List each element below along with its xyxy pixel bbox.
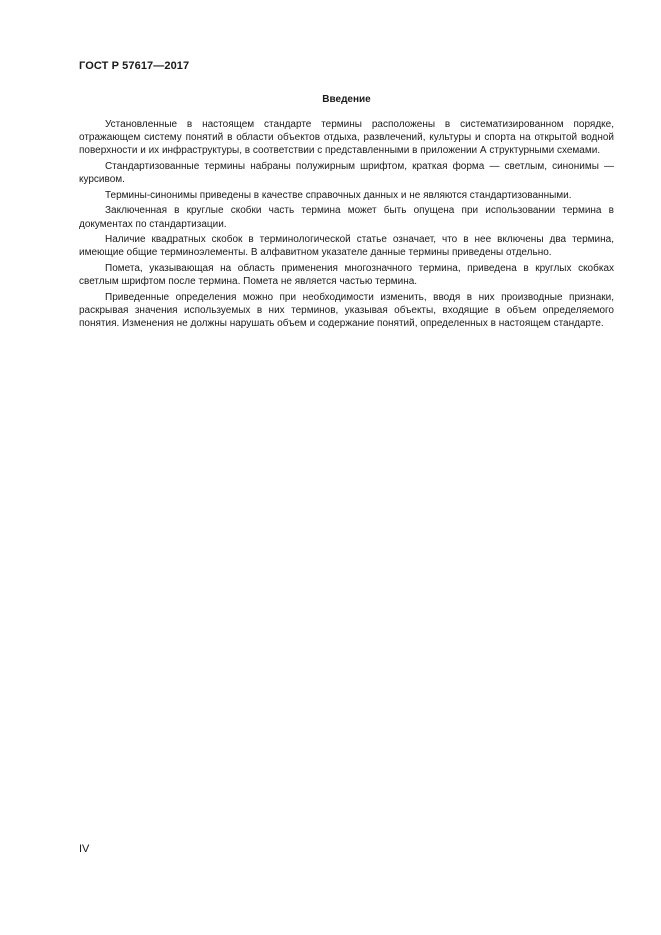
paragraph: Заключенная в круглые скобки часть термина может быть опущена при использовании термина в документах по стандартизации. <box>79 205 614 230</box>
page-number: IV <box>79 843 90 855</box>
paragraph: Установленные в настоящем стандарте термины расположены в систематизированном порядке, отражающем систему понятий в области объектов отдыха, развлечений, культуры и спорта на открытой водной поверхности и их инфраструктуры, в соответствии с представленными в приложении А структурными схемами. <box>79 119 614 157</box>
paragraph: Стандартизованные термины набраны полужирным шрифтом, краткая форма — светлым, синонимы — курсивом. <box>79 161 614 186</box>
paragraph: Помета, указывающая на область применения многозначного термина, приведена в круглых скобках светлым шрифтом после термина. Помета не является частью термина. <box>79 262 614 288</box>
document-header: ГОСТ Р 57617—2017 <box>79 60 190 72</box>
paragraph: Термины-синонимы приведены в качестве справочных данных и не являются стандартизованными. <box>105 189 572 201</box>
introduction-body <box>79 118 614 333</box>
section-title: Введение <box>322 94 371 105</box>
paragraph: Приведенные определения можно при необходимости изменить, вводя в них производные признаки, раскрывая значения используемых в них терминов, указывая объекты, входящие в объем определяемого понятия. Изменения не должны нарушать объем и содержание понятий, определенных в настоящем стандарте. <box>79 291 614 330</box>
paragraph: Наличие квадратных скобок в терминологической статье означает, что в нее включены два термина, имеющие общие терминоэлементы. В алфавитном указателе данные термины приведены отдельно. <box>79 234 614 259</box>
